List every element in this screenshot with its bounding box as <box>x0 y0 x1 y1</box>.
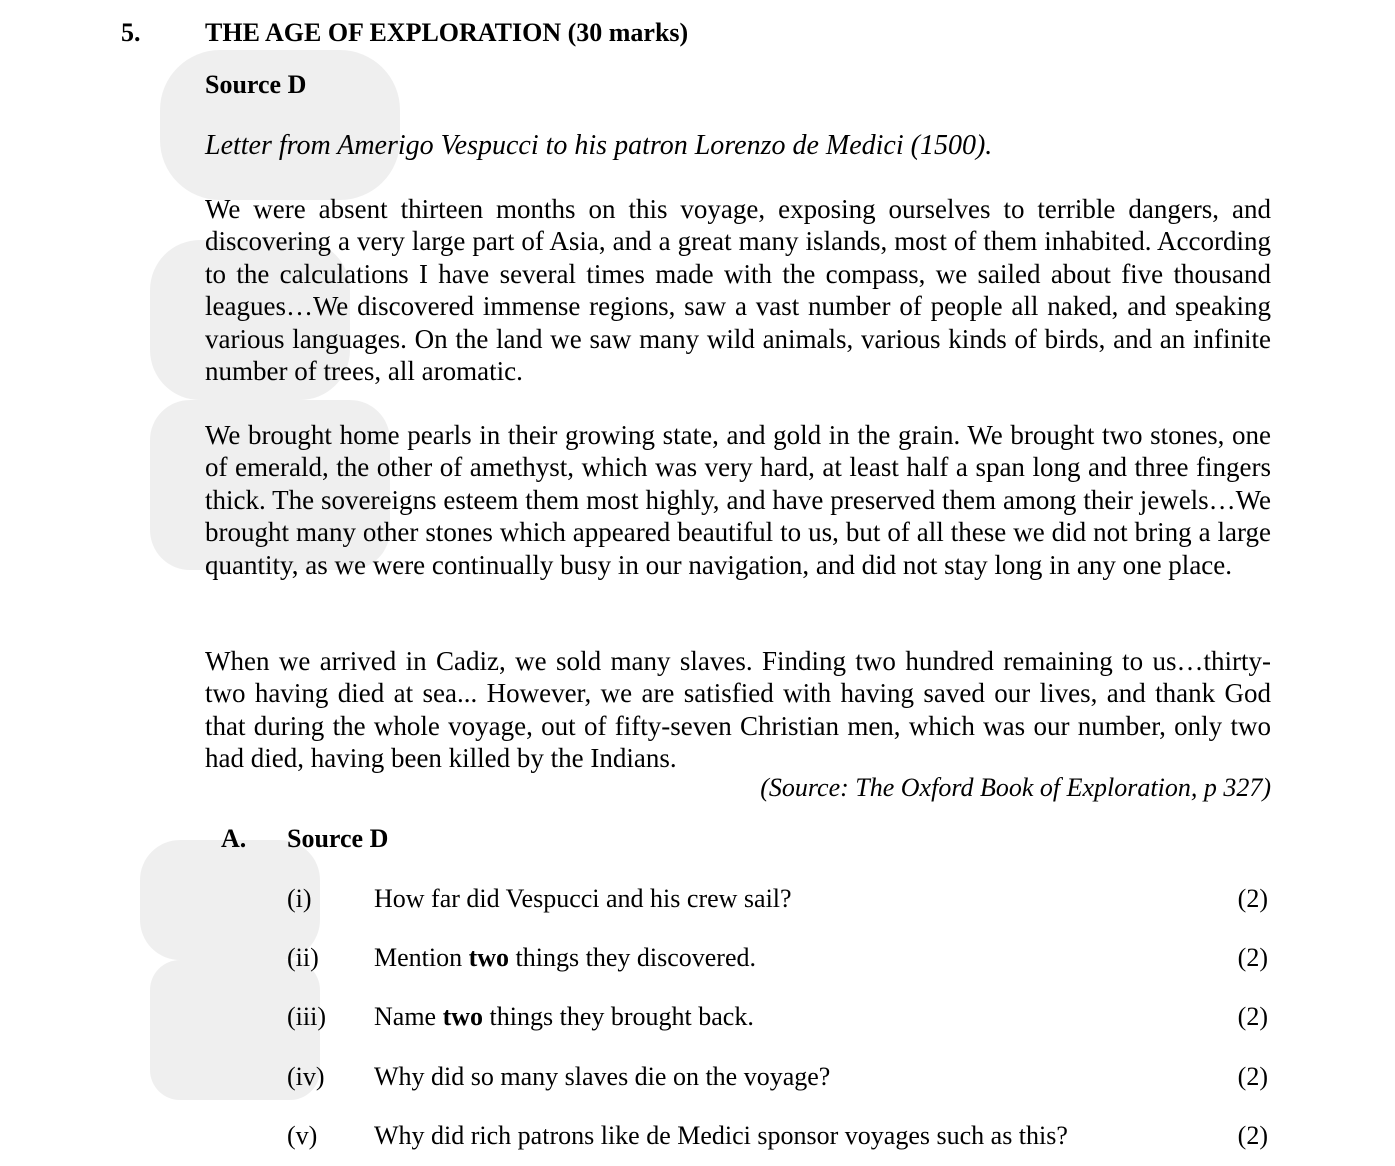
source-citation: (Source: The Oxford Book of Exploration, p 327) <box>760 773 1271 802</box>
question-number-label: (iv) <box>287 1062 325 1091</box>
question-row <box>0 1062 1395 1096</box>
source-caption: Letter from Amerigo Vespucci to his patron Lorenzo de Medici (1500). <box>205 130 993 161</box>
question-text: Why did so many slaves die on the voyage? <box>374 1062 831 1091</box>
source-paragraph-1: We were absent thirteen months on this voyage, exposing ourselves to terrible dangers, and discovering a very large part of Asia, and a great many islands, most of them inhabited. According to the calculations I have several times made with the compass, we sailed about five thousand leagues…We discovered immense regions, saw a vast number of people all naked, and speaking various languages. On the land we saw many wild animals, various kinds of birds, and an infinite number of trees, all aromatic. <box>205 194 1271 387</box>
source-paragraph-2: We brought home pearls in their growing state, and gold in the grain. We brought two stones, one of emerald, the other of amethyst, which was very hard, at least half a span long and three fingers thick. The sovereigns esteem them most highly, and have preserved them among their jewels…We brought many other stones which appeared beautiful to us, but of all these we did not bring a large quantity, as we were continually busy in our navigation, and did not stay long in any one place. <box>205 420 1271 580</box>
question-row <box>0 1121 1395 1155</box>
question-number-label: (i) <box>287 884 312 913</box>
question-text: Mention two things they discovered. <box>374 943 756 972</box>
question-marks: (2) <box>1237 884 1268 913</box>
question-number: 5. <box>121 18 141 47</box>
question-title: THE AGE OF EXPLORATION (30 marks) <box>205 18 689 47</box>
question-row <box>0 943 1395 977</box>
question-marks: (2) <box>1237 1002 1268 1031</box>
question-number-label: (v) <box>287 1121 318 1150</box>
question-text: Name two things they brought back. <box>374 1002 754 1031</box>
question-row <box>0 1002 1395 1036</box>
section-title: Source D <box>287 824 389 853</box>
question-marks: (2) <box>1237 943 1268 972</box>
question-number-label: (iii) <box>287 1002 326 1031</box>
source-label: Source D <box>205 70 307 99</box>
question-text: How far did Vespucci and his crew sail? <box>374 884 792 913</box>
question-text: Why did rich patrons like de Medici sponsor voyages such as this? <box>374 1121 1068 1150</box>
question-marks: (2) <box>1237 1062 1268 1091</box>
question-row <box>0 884 1395 918</box>
question-number-label: (ii) <box>287 943 319 972</box>
source-paragraph-3: When we arrived in Cadiz, we sold many slaves. Finding two hundred remaining to us…thirty-two having died at sea... However, we are satisfied with having saved our lives, and thank God that during the whole voyage, out of fifty-seven Christian men, which was our number, only two had died, having been killed by the Indians. <box>205 646 1271 774</box>
section-letter: A. <box>221 824 247 853</box>
question-marks: (2) <box>1237 1121 1268 1150</box>
